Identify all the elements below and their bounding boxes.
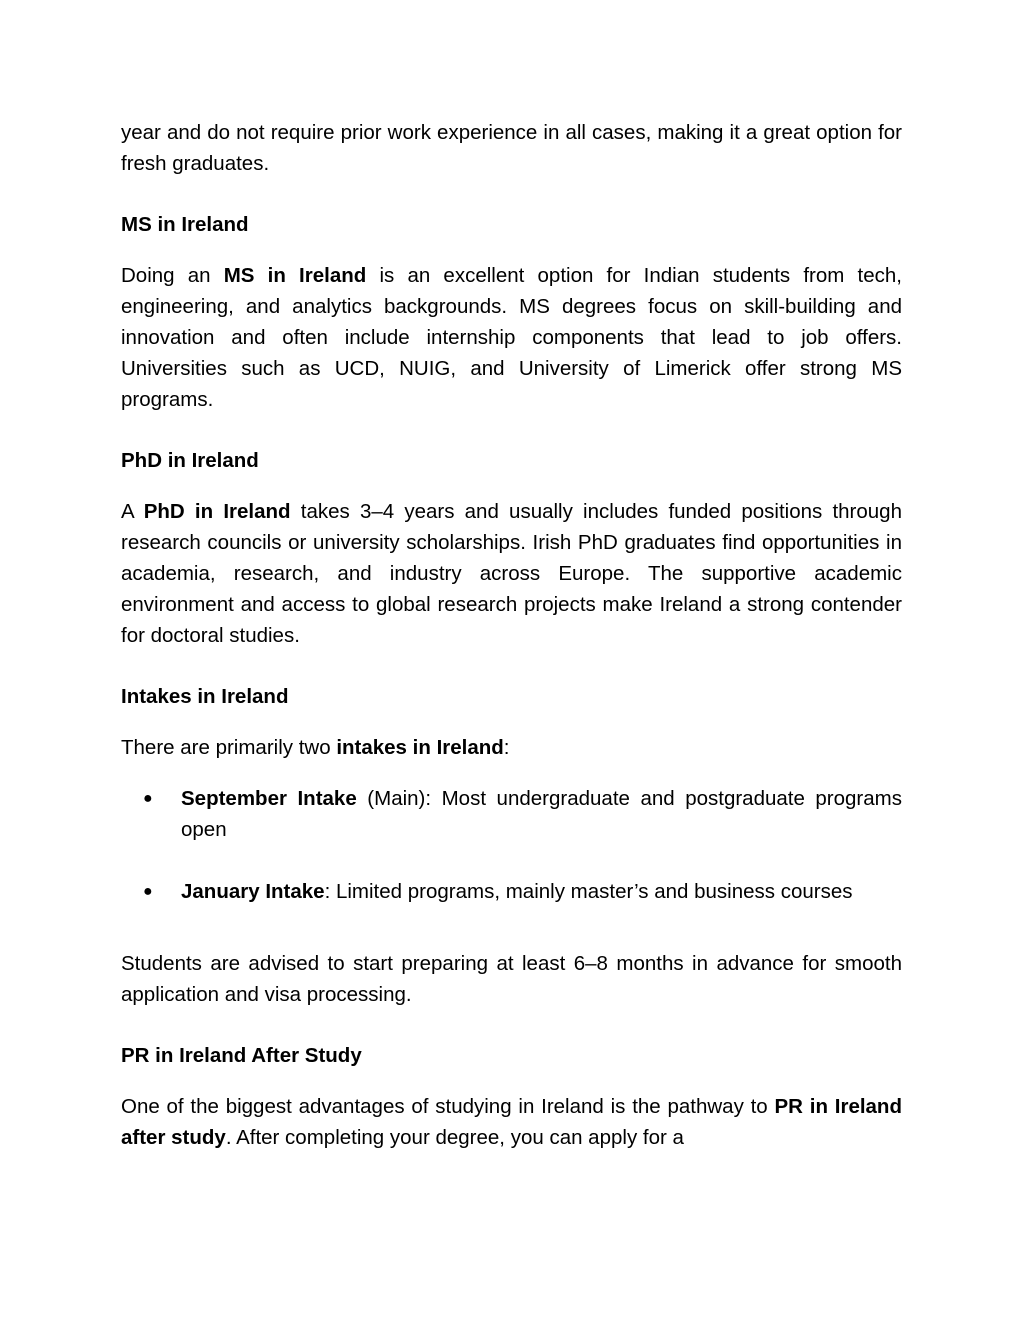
phd-text-before: A: [121, 500, 144, 523]
pr-paragraph: [121, 1091, 902, 1153]
phd-text-bold: PhD in Ireland: [143, 500, 291, 523]
intakes-list: [121, 783, 902, 907]
intro-paragraph: year and do not require prior work experience in all cases, making it a great option for fresh graduates.: [121, 121, 902, 175]
phd-paragraph: [121, 496, 902, 651]
intakes-advice: Students are advised to start preparing at least 6–8 months in advance for smooth application and visa processing.: [121, 952, 902, 1006]
intakes-text-after: :: [503, 736, 510, 759]
list-item: [121, 783, 902, 845]
ms-text-after: is an excellent option for Indian students from tech, engineering, and analytics backgrounds. MS degrees focus on skill-building and innovation and often include internship components that lead to job offers. Universities such as UCD, NUIG, and University of Limerick offer strong MS programs.: [121, 264, 902, 411]
intakes-text-bold: intakes in Ireland: [336, 736, 504, 759]
list-item: [121, 876, 902, 907]
intakes-text-before: There are primarily two: [121, 736, 337, 759]
bullet-icon: ●: [143, 790, 153, 807]
pr-text-bold: PR in Ireland after study: [121, 1095, 902, 1149]
intakes-paragraph: [121, 732, 902, 763]
list-item-bold: September Intake: [181, 787, 357, 810]
phd-heading: PhD in Ireland: [121, 449, 259, 472]
list-item-text: : Limited programs, mainly master’s and business courses: [324, 880, 853, 903]
pr-text-before: One of the biggest advantages of studying in Ireland is the pathway to: [121, 1095, 775, 1118]
pr-text-after: . After completing your degree, you can apply for a: [225, 1126, 684, 1149]
list-item-text: (Main): Most undergraduate and postgraduate programs open: [181, 787, 902, 841]
ms-text-before: Doing an: [121, 264, 224, 287]
intakes-heading: Intakes in Ireland: [121, 685, 289, 708]
ms-paragraph: [121, 260, 902, 415]
pr-heading: PR in Ireland After Study: [121, 1044, 362, 1067]
phd-text-after: takes 3–4 years and usually includes funded positions through research councils or university scholarships. Irish PhD graduates find opportunities in academia, research, and industry across Europe. The supportive academic environment and access to global research projects make Ireland a strong contender for doctoral studies.: [121, 500, 902, 647]
bullet-icon: ●: [143, 883, 153, 900]
document-page: [121, 117, 902, 1153]
list-item-bold: January Intake: [181, 880, 325, 903]
ms-heading: MS in Ireland: [121, 213, 249, 236]
ms-text-bold: MS in Ireland: [223, 264, 367, 287]
